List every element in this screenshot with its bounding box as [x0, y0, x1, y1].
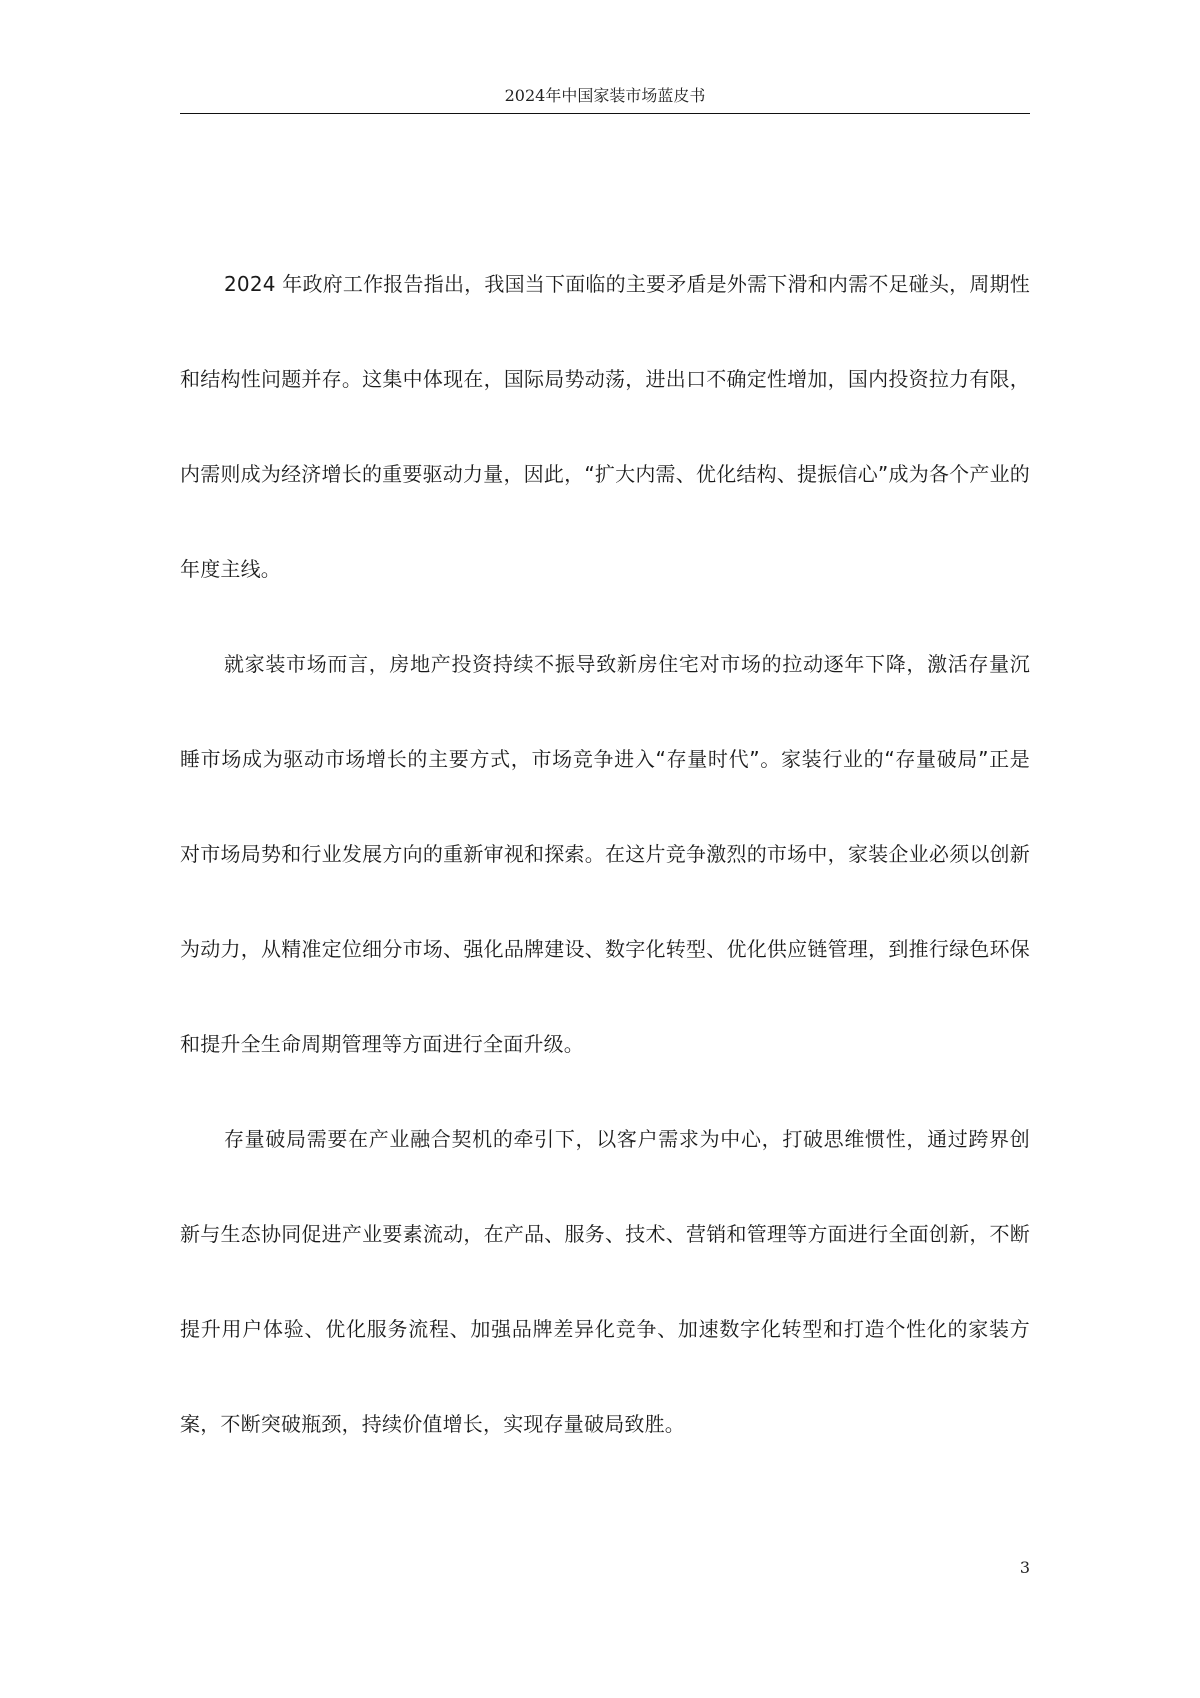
header-divider — [180, 113, 1030, 114]
paragraph-3: 存量破局需要在产业融合契机的牵引下，以客户需求为中心，打破思维惯性，通过跨界创新与生态协同促进产业要素流动，在产品、服务、技术、营销和管理等方面进行全面创新，不断提升用户体验、优化服务流程、加强品牌差异化竞争、加速数字化转型和打造个性化的家装方案，不断突破瓶颈，持续价值增长，实现存量破局致胜。 — [180, 1127, 1030, 1436]
paragraph-2: 就家装市场而言，房地产投资持续不振导致新房住宅对市场的拉动逐年下降，激活存量沉睡市场成为驱动市场增长的主要方式，市场竞争进入“存量时代”。家装行业的“存量破局”正是对市场局势和行业发展方向的重新审视和探索。在这片竞争激烈的市场中，家装企业必须以创新为动力，从精准定位细分市场、强化品牌建设、数字化转型、优化供应链管理，到推行绿色环保和提升全生命周期管理等方面进行全面升级。 — [180, 652, 1030, 1056]
page-number: 3 — [1019, 1558, 1030, 1577]
paragraph-1: 2024 年政府工作报告指出，我国当下面临的主要矛盾是外需下滑和内需不足碰头，周期性和结构性问题并存。这集中体现在，国际局势动荡，进出口不确定性增加，国内投资拉力有限，内需则成为经济增长的重要驱动力量，因此，“扩大内需、优化结构、提振信心”成为各个产业的年度主线。 — [180, 272, 1030, 581]
running-header: 2024年中国家装市场蓝皮书 — [504, 86, 706, 105]
document-body — [180, 237, 1030, 1472]
